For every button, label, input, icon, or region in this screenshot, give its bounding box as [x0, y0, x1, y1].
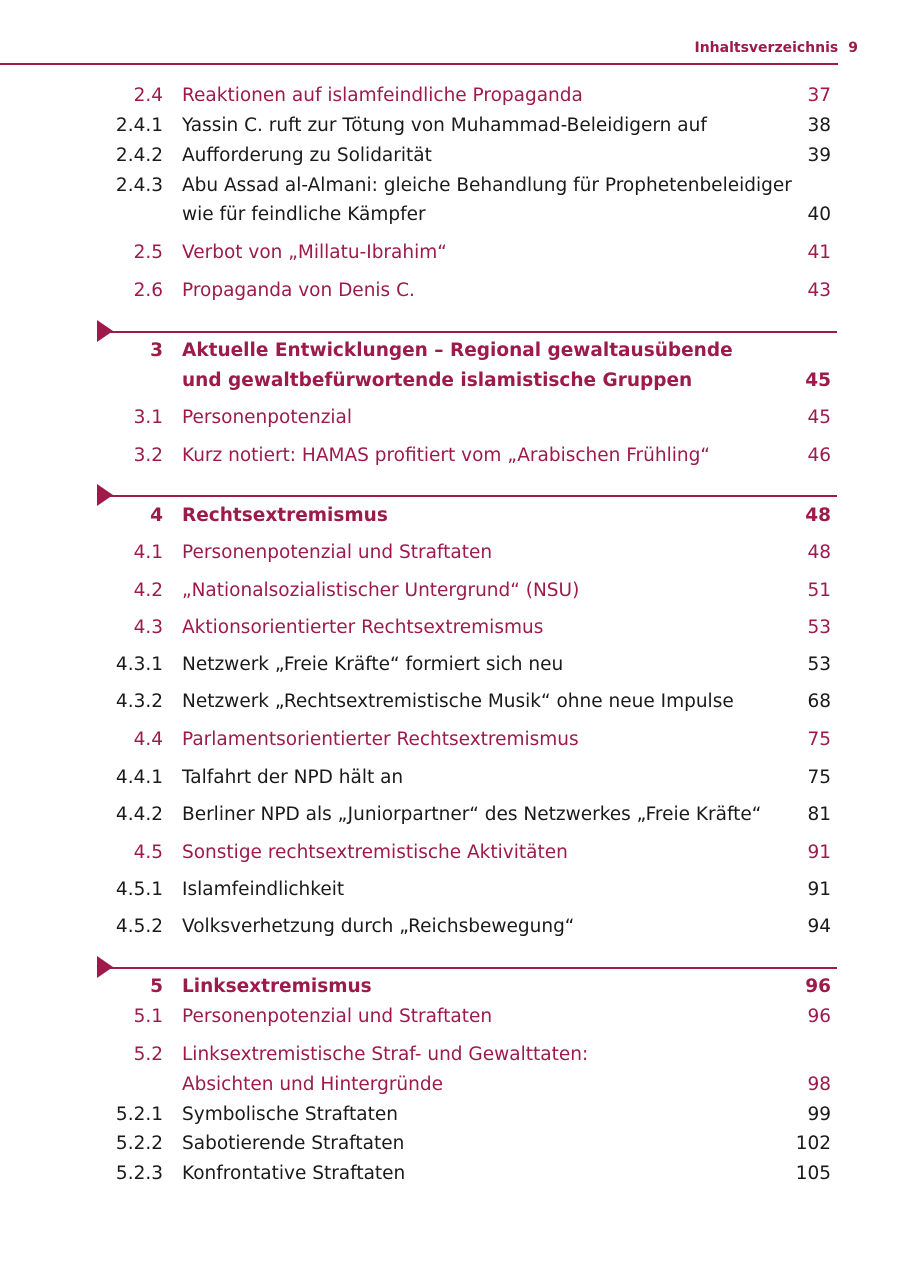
toc-page: 40: [807, 204, 831, 225]
toc-page: 38: [807, 115, 831, 136]
toc-title: Kurz notiert: HAMAS profitiert vom „Arabischen Frühling“: [182, 445, 710, 466]
toc-number: 2.5: [133, 242, 163, 263]
toc-number: 4.5: [133, 842, 163, 863]
toc-page: 91: [807, 879, 831, 900]
toc-title-continued: Absichten und Hintergründe: [182, 1074, 444, 1095]
toc-title: Abu Assad al-Almani: gleiche Behandlung für Prophetenbeleidiger: [182, 175, 792, 196]
toc-title-continued: und gewaltbefürwortende islamistische Gruppen: [182, 370, 693, 391]
toc-title: Volksverhetzung durch „Reichsbewegung“: [182, 916, 575, 937]
toc-page: 45: [805, 370, 831, 391]
toc-page: 96: [807, 1006, 831, 1027]
toc-title: Netzwerk „Freie Kräfte“ formiert sich neu: [182, 654, 564, 675]
toc-title: Netzwerk „Rechtsextremistische Musik“ ohne neue Impulse: [182, 691, 734, 712]
toc-number: 4.2: [133, 580, 163, 601]
toc-title: Islamfeindlichkeit: [182, 879, 345, 900]
chapter-rule: [106, 495, 837, 497]
toc-title: „Nationalsozialistischer Untergrund“ (NSU): [182, 580, 580, 601]
page-number: 9: [848, 40, 858, 56]
toc-page: 45: [807, 407, 831, 428]
toc-number: 4.5.2: [115, 916, 163, 937]
toc-title-continued: wie für feindliche Kämpfer: [182, 204, 426, 225]
toc-number: 5.2.3: [115, 1163, 163, 1184]
toc-number: 2.4.2: [115, 145, 163, 166]
toc-page: 39: [807, 145, 831, 166]
toc-title: Aufforderung zu Solidarität: [182, 145, 432, 166]
toc-page: 102: [795, 1133, 831, 1154]
toc-number: 5: [150, 976, 163, 997]
toc-number: 5.1: [133, 1006, 163, 1027]
toc-number: 4.3.1: [115, 654, 163, 675]
toc-number: 5.2.1: [115, 1104, 163, 1125]
toc-page: 53: [807, 654, 831, 675]
toc-page: 99: [807, 1104, 831, 1125]
toc-number: 4.4.1: [115, 767, 163, 788]
chapter-rule: [106, 331, 837, 333]
running-header: [695, 40, 859, 56]
toc-page: 75: [807, 729, 831, 750]
toc-page: 98: [807, 1074, 831, 1095]
toc-number: 3.1: [133, 407, 163, 428]
toc-page: 37: [807, 85, 831, 106]
toc-page: 46: [807, 445, 831, 466]
toc-page: 51: [807, 580, 831, 601]
toc-number: 4: [150, 505, 163, 526]
toc-number: 4.3: [133, 617, 163, 638]
toc-title: Sabotierende Straftaten: [182, 1133, 405, 1154]
toc-page: 91: [807, 842, 831, 863]
toc-page: 43: [807, 280, 831, 301]
toc-title: Talfahrt der NPD hält an: [182, 767, 404, 788]
toc-title: Personenpotenzial und Straftaten: [182, 1006, 493, 1027]
toc-number: 4.1: [133, 542, 163, 563]
toc-title: Konfrontative Straftaten: [182, 1163, 406, 1184]
toc-page: 53: [807, 617, 831, 638]
toc-page: 105: [795, 1163, 831, 1184]
toc-title: Parlamentsorientierter Rechtsextremismus: [182, 729, 579, 750]
toc-page: 81: [807, 804, 831, 825]
toc-title: Yassin C. ruft zur Tötung von Muhammad-Beleidigern auf: [182, 115, 707, 136]
toc-title: Propaganda von Denis C.: [182, 280, 415, 301]
toc-title: Linksextremismus: [182, 976, 372, 997]
toc-title: Rechtsextremismus: [182, 505, 388, 526]
running-header-title: Inhaltsverzeichnis: [694, 40, 839, 56]
chapter-rule: [106, 967, 837, 969]
toc-title: Reaktionen auf islamfeindliche Propaganda: [182, 85, 583, 106]
toc-page: 41: [807, 242, 831, 263]
toc-title: Linksextremistische Straf- und Gewalttaten:: [182, 1044, 589, 1065]
toc-title: Berliner NPD als „Juniorpartner“ des Netzwerkes „Freie Kräfte“: [182, 804, 762, 825]
toc-number: 4.3.2: [115, 691, 163, 712]
toc-title: Sonstige rechtsextremistische Aktivitäten: [182, 842, 568, 863]
toc-number: 3: [150, 340, 163, 361]
toc-title: Aktuelle Entwicklungen – Regional gewaltausübende: [182, 340, 733, 361]
toc-title: Aktionsorientierter Rechtsextremismus: [182, 617, 544, 638]
toc-page: 96: [805, 976, 831, 997]
toc-number: 5.2: [133, 1044, 163, 1065]
toc-title: Personenpotenzial und Straftaten: [182, 542, 493, 563]
toc-number: 2.6: [133, 280, 163, 301]
toc-page: 94: [807, 916, 831, 937]
toc-number: 4.4.2: [115, 804, 163, 825]
toc-page: 68: [807, 691, 831, 712]
header-rule: [0, 63, 838, 65]
toc-page: 75: [807, 767, 831, 788]
toc-number: 2.4.3: [115, 175, 163, 196]
toc-number: 4.4: [133, 729, 163, 750]
toc-number: 5.2.2: [115, 1133, 163, 1154]
toc-page: 48: [807, 542, 831, 563]
toc-number: 4.5.1: [115, 879, 163, 900]
toc-number: 2.4: [133, 85, 163, 106]
toc-title: Verbot von „Millatu-Ibrahim“: [182, 242, 447, 263]
toc-title: Personenpotenzial: [182, 407, 353, 428]
toc-page: 48: [805, 505, 831, 526]
toc-number: 2.4.1: [115, 115, 163, 136]
toc-number: 3.2: [133, 445, 163, 466]
toc-title: Symbolische Straftaten: [182, 1104, 398, 1125]
